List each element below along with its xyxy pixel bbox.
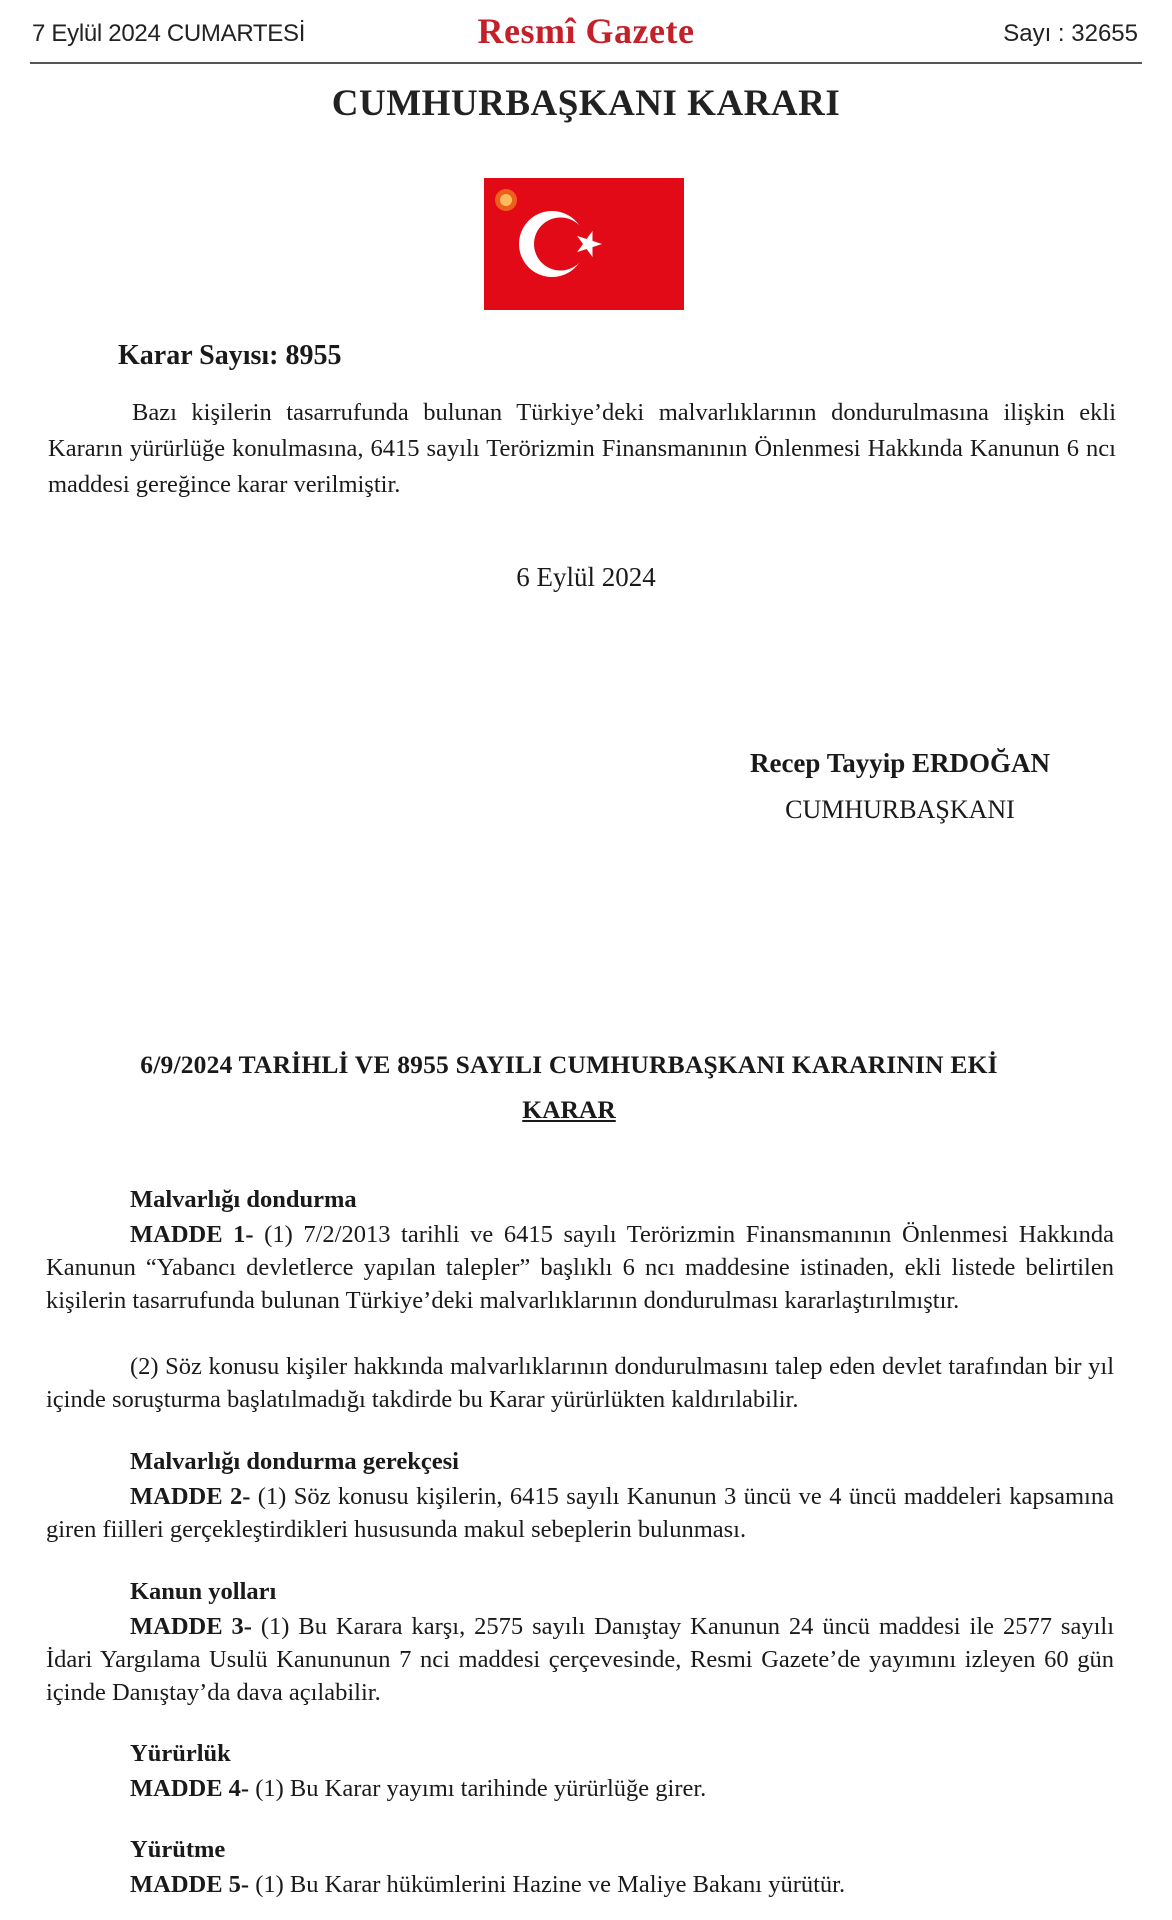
turkish-flag-icon: [484, 178, 684, 310]
annex-subtitle-text: KARAR: [522, 1095, 616, 1124]
article-label: MADDE 1-: [130, 1221, 254, 1248]
section-heading: Yürürlük: [130, 1740, 231, 1767]
article-text: (1) Söz konusu kişilerin, 6415 sayılı Kanunun 3 üncü ve 4 üncü maddeleri kapsamına giren fiilleri gerçekleştirdikleri hususunda makul sebeplerin bulunması.: [46, 1483, 1114, 1543]
section-heading: Yürütme: [130, 1836, 226, 1863]
article-2: [46, 1480, 1114, 1546]
section-heading: Malvarlığı dondurma: [130, 1186, 357, 1213]
annex-subtitle: [74, 1095, 1064, 1125]
article-3: [46, 1610, 1114, 1709]
decision-number: Karar Sayısı: 8955: [118, 340, 342, 371]
article-5: [46, 1868, 1114, 1901]
article-text: (1) Bu Karara karşı, 2575 sayılı Danıştay Kanunun 24 üncü maddesi ile 2577 sayılı İdari Yargılama Usulü Kanununun 7 nci maddesi çerçevesinde, Resmi Gazete’de yayımını izleyen 60 gün içinde Danıştay’da dava açılabilir.: [46, 1613, 1114, 1706]
intro-paragraph: Bazı kişilerin tasarrufunda bulunan Türkiye’deki malvarlıklarının dondurulmasına ilişkin ekli Kararın yürürlüğe konulmasına, 6415 sayılı Terörizmin Finansmanının Önlenmesi Hakkında Kanunun 6 ncı maddesi gereğince karar verilmiştir.: [48, 399, 1116, 498]
header-divider: [30, 62, 1142, 64]
decision-date: 6 Eylül 2024: [516, 562, 656, 592]
article-text: (1) 7/2/2013 tarihli ve 6415 sayılı Terörizmin Finansmanının Önlenmesi Hakkında Kanunun “Yabancı devletlerce yapılan talepler” başlıklı 6 ncı maddesine istinaden, ekli listede belirtilen kişilerin tasarrufunda bulunan Türkiye’deki malvarlıklarının dondurulması kararlaştırılmıştır.: [46, 1221, 1115, 1314]
signer-name: Recep Tayyip ERDOĞAN: [749, 748, 1051, 778]
article-1: [46, 1218, 1114, 1317]
section-heading: Kanun yolları: [130, 1578, 277, 1605]
signer-title: CUMHURBAŞKANI: [785, 795, 1015, 824]
article-text: (1) Bu Karar yayımı tarihinde yürürlüğe girer.: [255, 1775, 707, 1802]
article-label: MADDE 3-: [130, 1613, 252, 1640]
article-text: (1) Bu Karar hükümlerini Hazine ve Maliye Bakanı yürütür.: [255, 1871, 846, 1898]
section-heading: Malvarlığı dondurma gerekçesi: [130, 1448, 459, 1475]
annex-title: 6/9/2024 TARİHLİ VE 8955 SAYILI CUMHURBAŞKANI KARARININ EKİ: [140, 1050, 998, 1079]
article-1-paragraph-2: (2) Söz konusu kişiler hakkında malvarlıklarının dondurulmasını talep eden devlet tarafından bir yıl içinde soruşturma başlatılmadığı takdirde bu Karar yürürlükten kaldırılabilir.: [46, 1353, 1114, 1413]
article-label: MADDE 4-: [130, 1775, 250, 1802]
issue-number: Sayı : 32655: [1003, 20, 1138, 47]
article-label: MADDE 2-: [130, 1483, 251, 1510]
document-title: CUMHURBAŞKANI KARARI: [331, 83, 841, 124]
gazette-name: Resmî Gazete: [477, 11, 695, 51]
article-4: [46, 1772, 1114, 1805]
article-label: MADDE 5-: [130, 1871, 250, 1898]
header-date: 7 Eylül 2024 CUMARTESİ: [32, 20, 306, 47]
